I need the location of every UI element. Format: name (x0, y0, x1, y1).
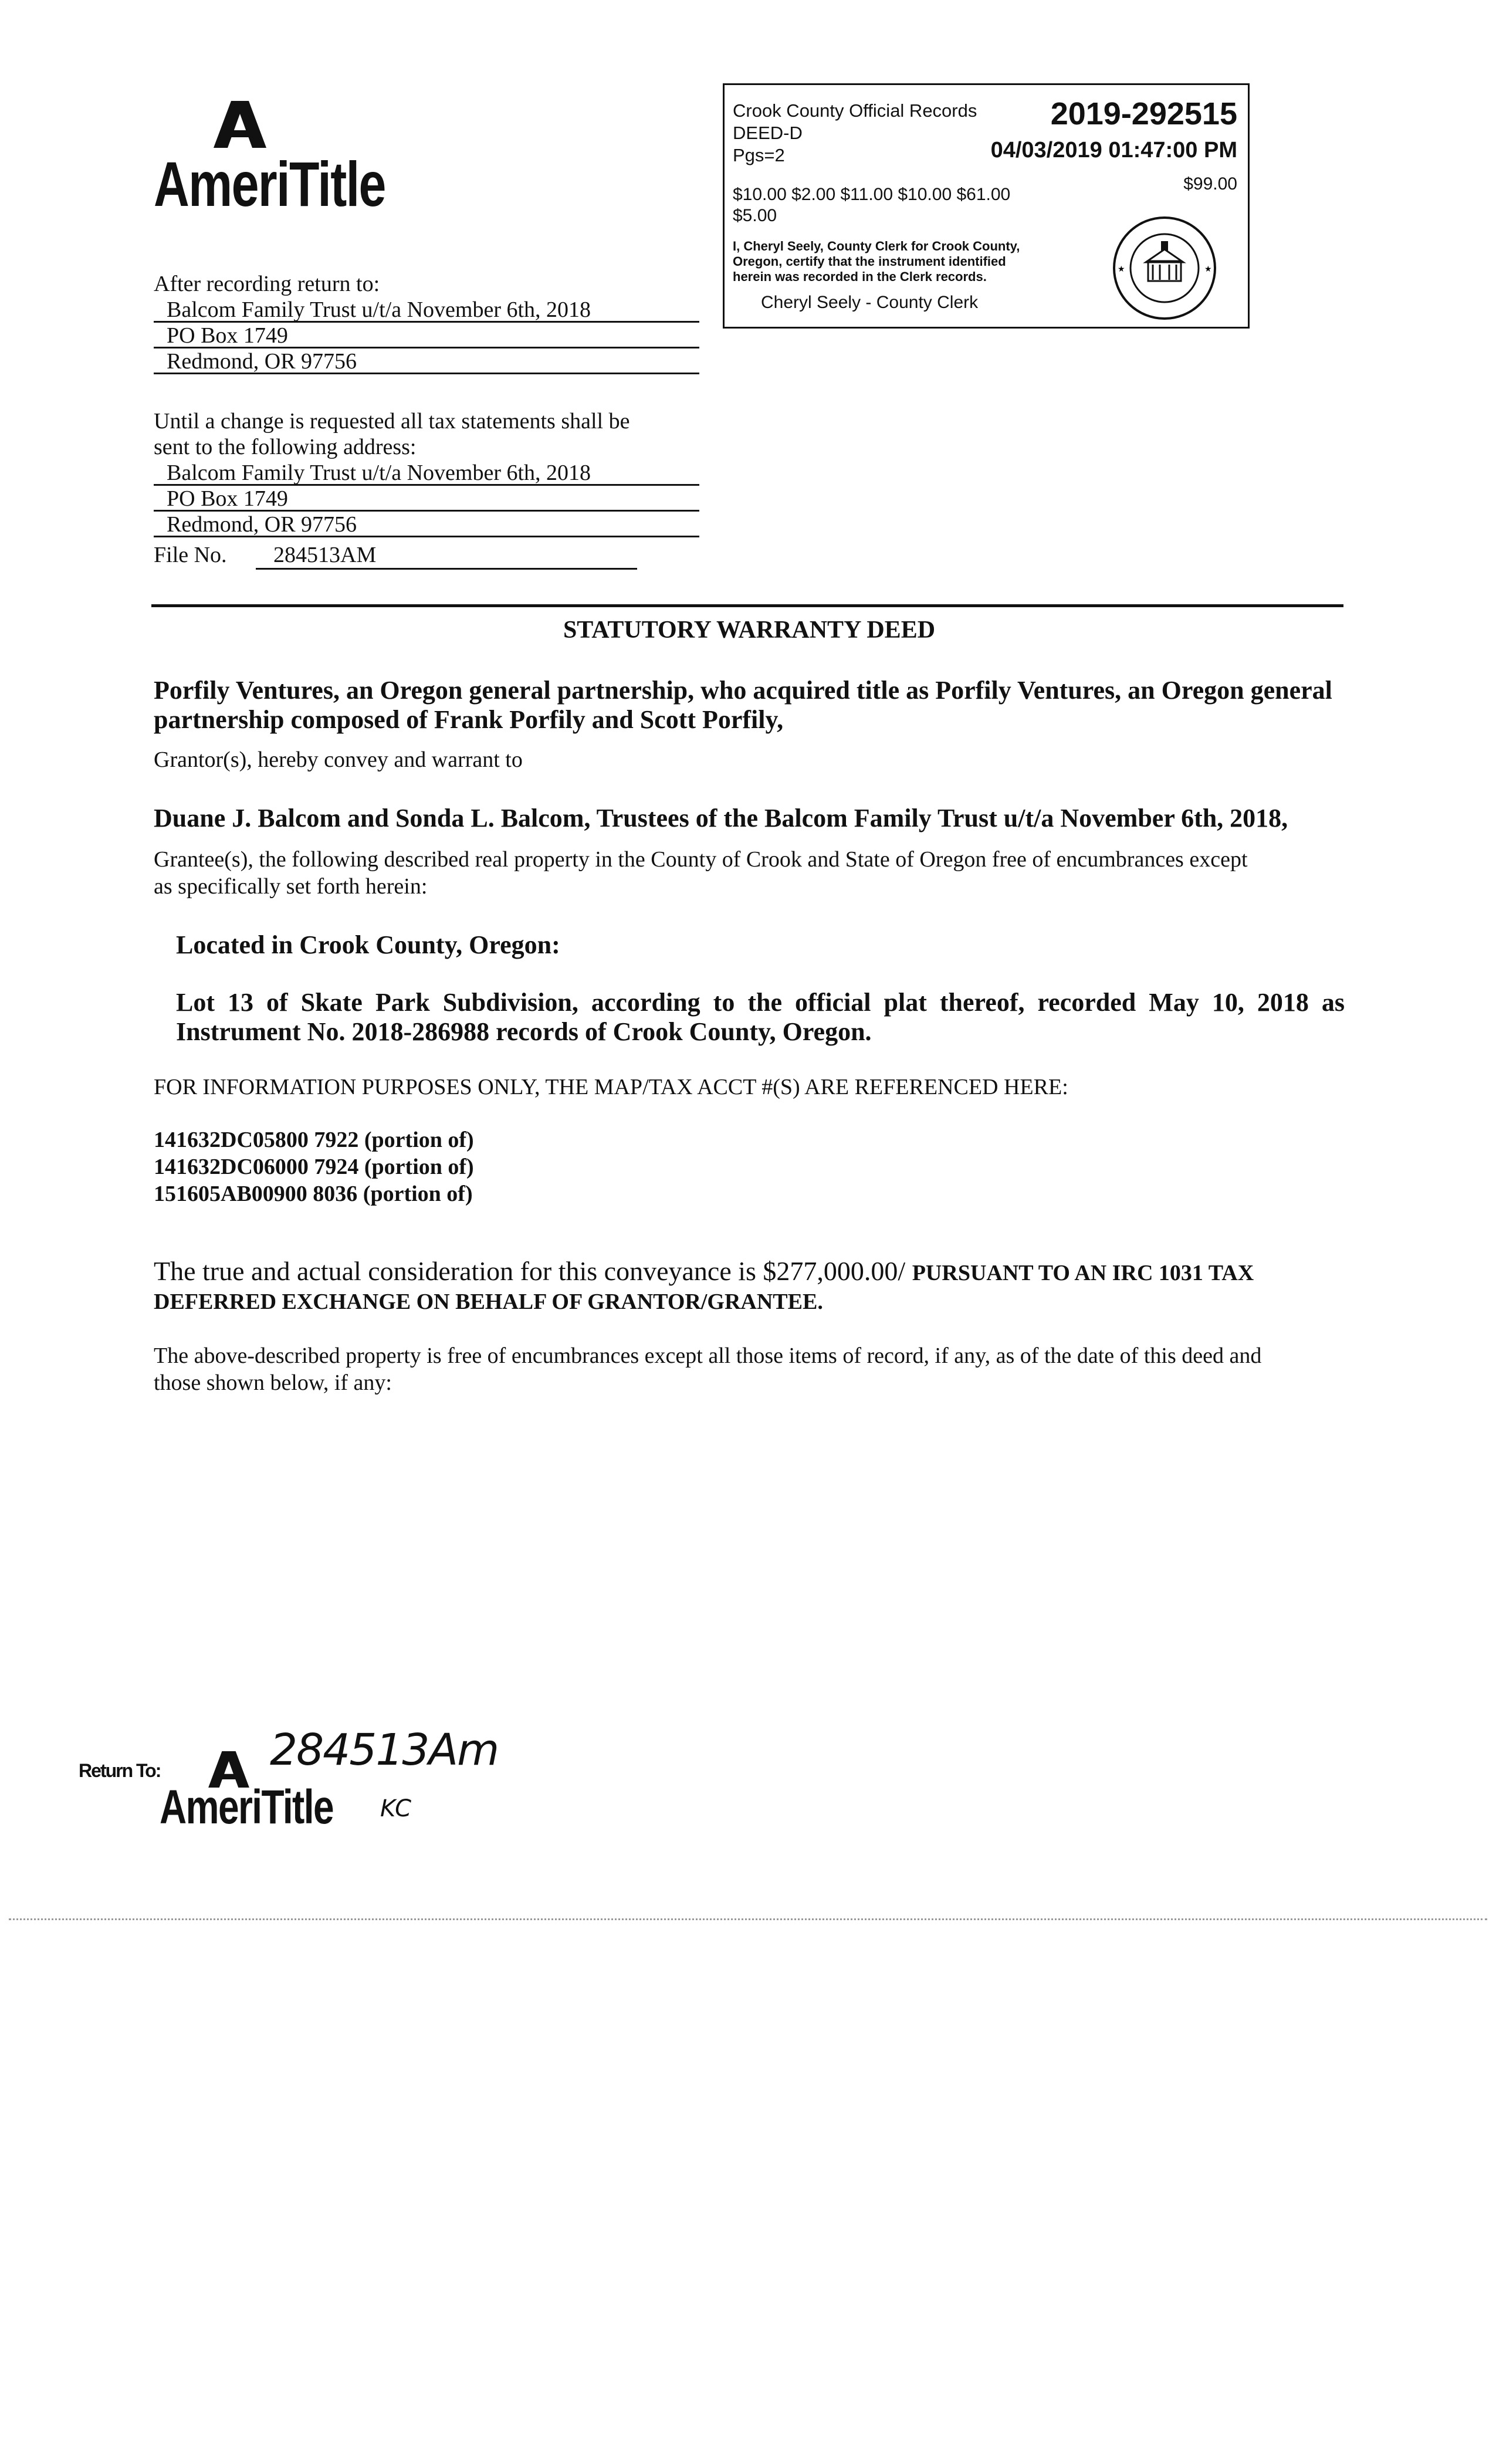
ameritle-logo (154, 101, 406, 218)
scan-artifact-line (9, 1918, 1487, 1920)
file-number-label: File No. (154, 543, 227, 567)
recording-datetime: 04/03/2019 01:47:00 PM (990, 138, 1237, 163)
file-number-value: 284513AM (256, 542, 637, 570)
instrument-number: 2019-292515 (1050, 96, 1237, 131)
tax-account-note: FOR INFORMATION PURPOSES ONLY, THE MAP/TAX ACCT #(S) ARE REFERENCED HERE: (154, 1075, 1068, 1099)
clerk-certification-3: herein was recorded in the Clerk records. (733, 269, 987, 284)
consideration-irc-note-2: DEFERRED EXCHANGE ON BEHALF OF GRANTOR/GRANTEE. (154, 1289, 823, 1314)
logo-wordmark: AmeriTitle (154, 148, 385, 219)
encumbrance-line-2: those shown below, if any: (154, 1370, 392, 1395)
return-address-line-2: PO Box 1749 (154, 323, 699, 348)
ameritable-a-logo-icon (214, 101, 266, 148)
tax-statement-label-1: Until a change is requested all tax statements shall be (154, 409, 630, 434)
consideration-statement (154, 1255, 1345, 1289)
consideration-text: The true and actual consideration for this conveyance is $277,000.00/ (154, 1256, 906, 1286)
recording-stamp-box (723, 83, 1250, 329)
handwritten-file-number: 284513Am (270, 1725, 499, 1775)
consideration-irc-note: PURSUANT TO AN IRC 1031 TAX (912, 1261, 1254, 1285)
document-type: DEED-D (733, 123, 803, 143)
clerk-signature: Cheryl Seely - County Clerk (761, 293, 979, 312)
clerk-certification-1: I, Cheryl Seely, County Clerk for Crook County, (733, 239, 1020, 253)
grantor-clause: Grantor(s), hereby convey and warrant to (154, 747, 523, 772)
tax-address-line-2: PO Box 1749 (154, 486, 699, 512)
tax-account-1: 141632DC05800 7922 (portion of) (154, 1128, 474, 1152)
tax-account-2: 141632DC06000 7924 (portion of) (154, 1155, 474, 1179)
legal-description-line-1: Lot 13 of Skate Park Subdivision, according to the official plat thereof, recorded May 10, 2018 as (176, 988, 1345, 1017)
section-divider (151, 604, 1343, 607)
grantee-name: Duane J. Balcom and Sonda L. Balcom, Trustees of the Balcom Family Trust u/t/a November 6th, 2018, (154, 804, 1288, 832)
county-seal-icon (1112, 215, 1217, 321)
svg-text:★: ★ (1204, 265, 1212, 274)
return-address-line-1: Balcom Family Trust u/t/a November 6th, 2018 (154, 297, 699, 323)
grantor-name-line-1: Porfily Ventures, an Oregon general partnership, who acquired title as Porfily Ventures, an Oregon general (154, 676, 1332, 705)
fees-line-1: $10.00 $2.00 $11.00 $10.00 $61.00 (733, 185, 1011, 204)
recording-office: Crook County Official Records (733, 100, 977, 121)
return-address-label: After recording return to: (154, 272, 380, 296)
return-to-label: Return To: (79, 1760, 161, 1781)
property-location: Located in Crook County, Oregon: (176, 930, 560, 959)
tax-address-line-1: Balcom Family Trust u/t/a November 6th, 2018 (154, 460, 699, 486)
footer-logo-wordmark: AmeriTitle (160, 1781, 334, 1834)
svg-text:★: ★ (1118, 265, 1125, 274)
deed-title: STATUTORY WARRANTY DEED (563, 617, 936, 644)
tax-account-3: 151605AB00900 8036 (portion of) (154, 1182, 473, 1206)
tax-address-line-3: Redmond, OR 97756 (154, 512, 699, 537)
fees-line-2: $5.00 (733, 206, 777, 225)
handwritten-initials: KC (380, 1795, 412, 1822)
grantor-name-line-2: partnership composed of Frank Porfily and Scott Porfily, (154, 705, 784, 734)
tax-statement-label-2: sent to the following address: (154, 435, 417, 459)
page-count: Pgs=2 (733, 145, 785, 165)
return-address-line-3: Redmond, OR 97756 (154, 348, 699, 374)
clerk-certification-2: Oregon, certify that the instrument identified (733, 254, 1006, 269)
fees-total: $99.00 (1183, 174, 1237, 194)
legal-description-line-2: Instrument No. 2018-286988 records of Crook County, Oregon. (176, 1017, 872, 1046)
grantee-clause-line-2: as specifically set forth herein: (154, 874, 428, 899)
grantee-clause-line-1: Grantee(s), the following described real property in the County of Crook and State of Oregon free of encumbrances except (154, 847, 1248, 872)
encumbrance-line-1: The above-described property is free of encumbrances except all those items of record, if any, as of the date of this deed and (154, 1343, 1262, 1368)
